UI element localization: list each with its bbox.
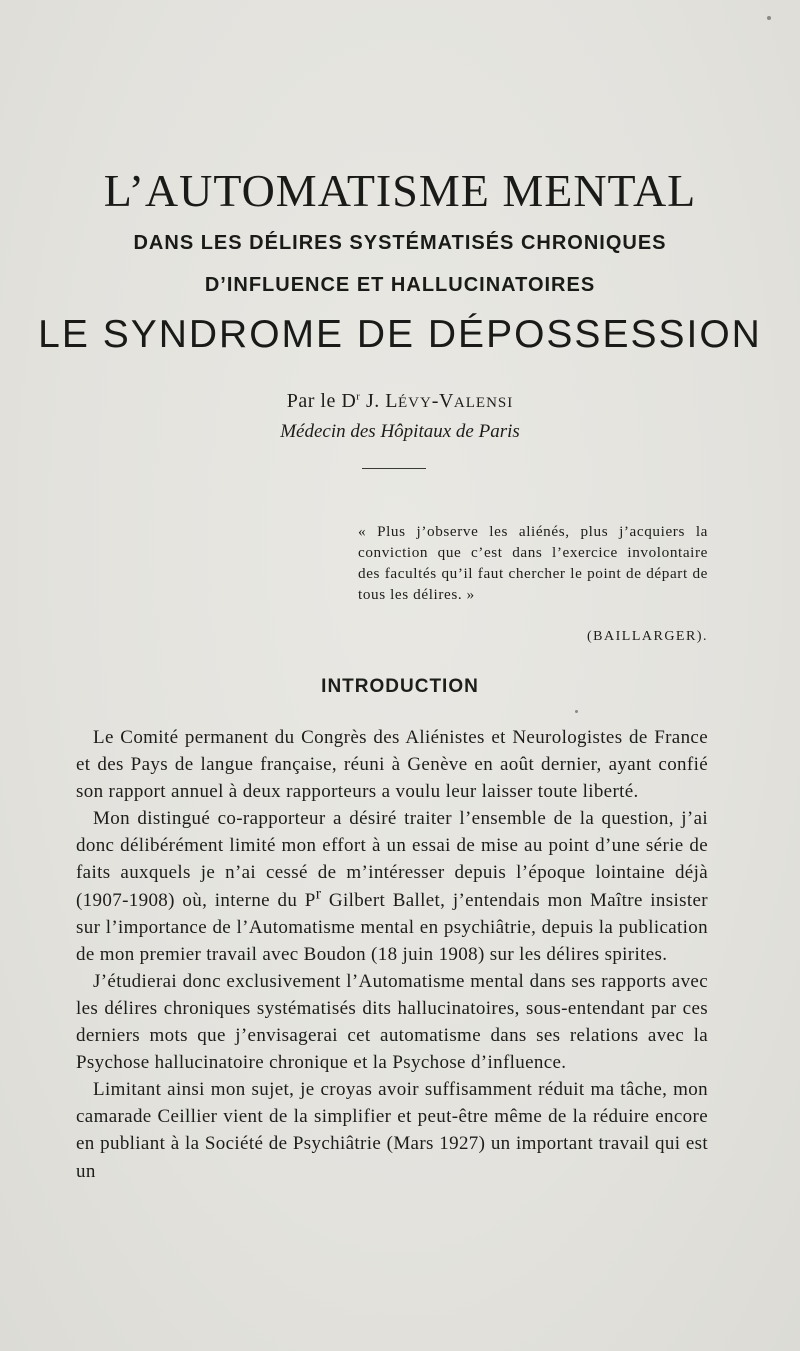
paragraph-2-part-a: Mon distingué co-rapporteur a désiré traiter l’ensemble de la question, j’ai donc délibérément limité mon effort à un essai de mise au point d’une série de faits auxquels je n’ai cessé de m’intéresser depuis l’époque lointaine déjà (1907-1908) où, interne du P <box>76 808 708 911</box>
author-line <box>0 388 800 416</box>
body-text <box>76 724 708 1185</box>
paragraph-2-part-b: Gilbert Ballet, j’entendais mon Maître insister sur l’importance de l’Automatisme mental en psychiâtrie, depuis la publication de mon premier travail avec Boudon (18 juin 1908) sur les délires spirites. <box>76 889 708 965</box>
author-name-dash: -V <box>431 390 454 412</box>
author-name-part-1: ÉVY <box>397 395 432 411</box>
main-title: L’AUTOMATISME MENTAL <box>103 165 697 216</box>
paragraph-3: J’étudierai donc exclusivement l’Automatisme mental dans ses rapports avec les délires chroniques systématisés dits hallucinatoires, sous-entendant par ces derniers mots que j’envisagerai cet automatisme dans ses relations avec la Psychose hallucinatoire chronique et la Psychose d’influence. <box>76 970 708 1074</box>
secondary-title: LE SYNDROME DE DÉPOSSESSION <box>38 313 762 356</box>
section-heading: INTRODUCTION <box>321 676 479 697</box>
author-affiliation: Médecin des Hôpitaux de Paris <box>280 421 520 442</box>
epigraph-source: (BAILLARGER). <box>587 629 708 644</box>
author-prefix-sup: r <box>356 390 361 403</box>
paragraph-4: Limitant ainsi mon sujet, je croyas avoir suffisamment réduit ma tâche, mon camarade Ceillier vient de la simplifier et peut-être même de la réduire encore en publiant à la Société de Psychiâtrie (Mars 1927) un important travail qui est un <box>76 1079 708 1182</box>
subtitle-line-2: D’INFLUENCE ET HALLUCINATOIRES <box>204 274 596 296</box>
epigraph-quote: « Plus j’observe les aliénés, plus j’acquiers la conviction que c’est dans l’exercice involontaire des facultés qu’il faut chercher le point de départ de tous les délires. » <box>358 523 708 603</box>
author-name-part-2: ALENSI <box>453 395 514 411</box>
paper-speck <box>575 710 578 713</box>
paragraph-2-sup: r <box>315 885 322 903</box>
author-initial: J. L <box>360 390 398 412</box>
separator-rule <box>362 468 426 469</box>
paragraph-1: Le Comité permanent du Congrès des Aliénistes et Neurologistes de France et des Pays de langue française, réuni à Genève en août dernier, ayant confié son rapport annuel à deux rapporteurs a voulu leur laisser toute liberté. <box>76 727 708 803</box>
paragraph-2 <box>76 805 708 968</box>
author-prefix: Par le D <box>286 390 357 412</box>
subtitle-line-1: DANS LES DÉLIRES SYSTÉMATISÉS CHRONIQUES <box>133 232 667 254</box>
paper-speck <box>767 16 771 20</box>
